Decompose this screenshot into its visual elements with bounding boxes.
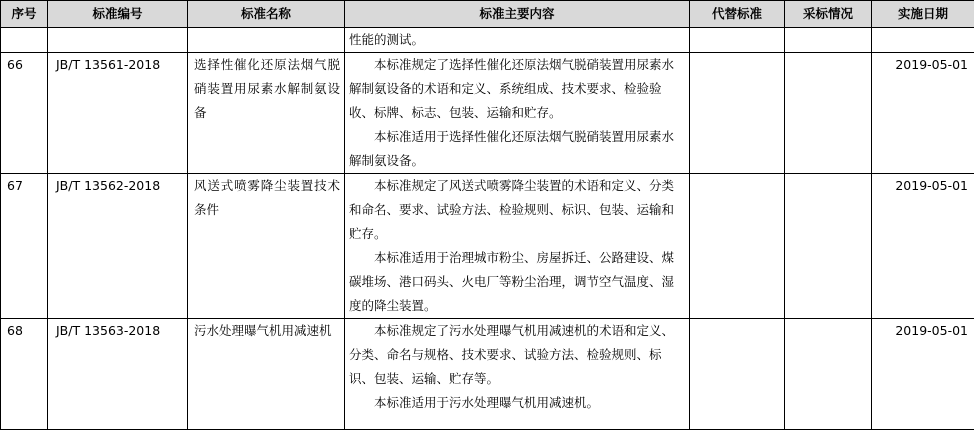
cell-content — [345, 53, 690, 174]
cell-adopt — [785, 174, 872, 319]
header-date: 实施日期 — [872, 1, 974, 28]
content-paragraph: 本标准规定了污水处理曝气机用减速机的术语和定义、分类、命名与规格、技术要求、试验方法、检验规则、标识、包装、运输、贮存等。 — [349, 319, 685, 391]
cell-content — [345, 174, 690, 319]
cell-name — [188, 28, 345, 53]
cell-date: 2019-05-01 — [872, 174, 974, 319]
cell-code: JB/T 13561-2018 — [48, 53, 188, 174]
cell-adopt — [785, 319, 872, 430]
cell-seq — [1, 28, 48, 53]
header-seq: 序号 — [1, 1, 48, 28]
cell-seq: 68 — [1, 319, 48, 430]
cell-adopt — [785, 28, 872, 53]
content-paragraph: 本标准规定了风送式喷雾降尘装置的术语和定义、分类和命名、要求、试验方法、检验规则、标识、包装、运输和贮存。 — [349, 174, 685, 246]
cell-date: 2019-05-01 — [872, 53, 974, 174]
cell-name: 选择性催化还原法烟气脱硝装置用尿素水解制氨设备 — [188, 53, 345, 174]
cell-content: 性能的测试。 — [345, 28, 690, 53]
content-paragraph: 本标准规定了选择性催化还原法烟气脱硝装置用尿素水解制氨设备的术语和定义、系统组成、技术要求、检验验收、标牌、标志、包装、运输和贮存。 — [349, 53, 685, 125]
cell-name: 风送式喷雾降尘装置技术条件 — [188, 174, 345, 319]
table-row — [1, 319, 974, 430]
cell-name: 污水处理曝气机用减速机 — [188, 319, 345, 430]
cell-seq: 66 — [1, 53, 48, 174]
cell-content — [345, 319, 690, 430]
cell-date — [872, 28, 974, 53]
cell-code — [48, 28, 188, 53]
cell-replace — [690, 319, 785, 430]
header-name: 标准名称 — [188, 1, 345, 28]
cell-adopt — [785, 53, 872, 174]
header-content: 标准主要内容 — [345, 1, 690, 28]
cell-code: JB/T 13563-2018 — [48, 319, 188, 430]
content-paragraph: 本标准适用于选择性催化还原法烟气脱硝装置用尿素水解制氨设备。 — [349, 125, 685, 173]
cell-code: JB/T 13562-2018 — [48, 174, 188, 319]
cell-replace — [690, 174, 785, 319]
content-paragraph: 本标准适用于污水处理曝气机用减速机。 — [349, 391, 685, 415]
header-row — [1, 1, 974, 28]
header-replace: 代替标准 — [690, 1, 785, 28]
table-row — [1, 53, 974, 174]
cell-date: 2019-05-01 — [872, 319, 974, 430]
table-row-continuation — [1, 28, 974, 53]
header-adopt: 采标情况 — [785, 1, 872, 28]
cell-replace — [690, 53, 785, 174]
cell-replace — [690, 28, 785, 53]
cell-seq: 67 — [1, 174, 48, 319]
table-row — [1, 174, 974, 319]
content-paragraph: 本标准适用于治理城市粉尘、房屋拆迁、公路建设、煤碳堆场、港口码头、火电厂等粉尘治理，调节空气温度、湿度的降尘装置。 — [349, 246, 685, 318]
header-code: 标准编号 — [48, 1, 188, 28]
